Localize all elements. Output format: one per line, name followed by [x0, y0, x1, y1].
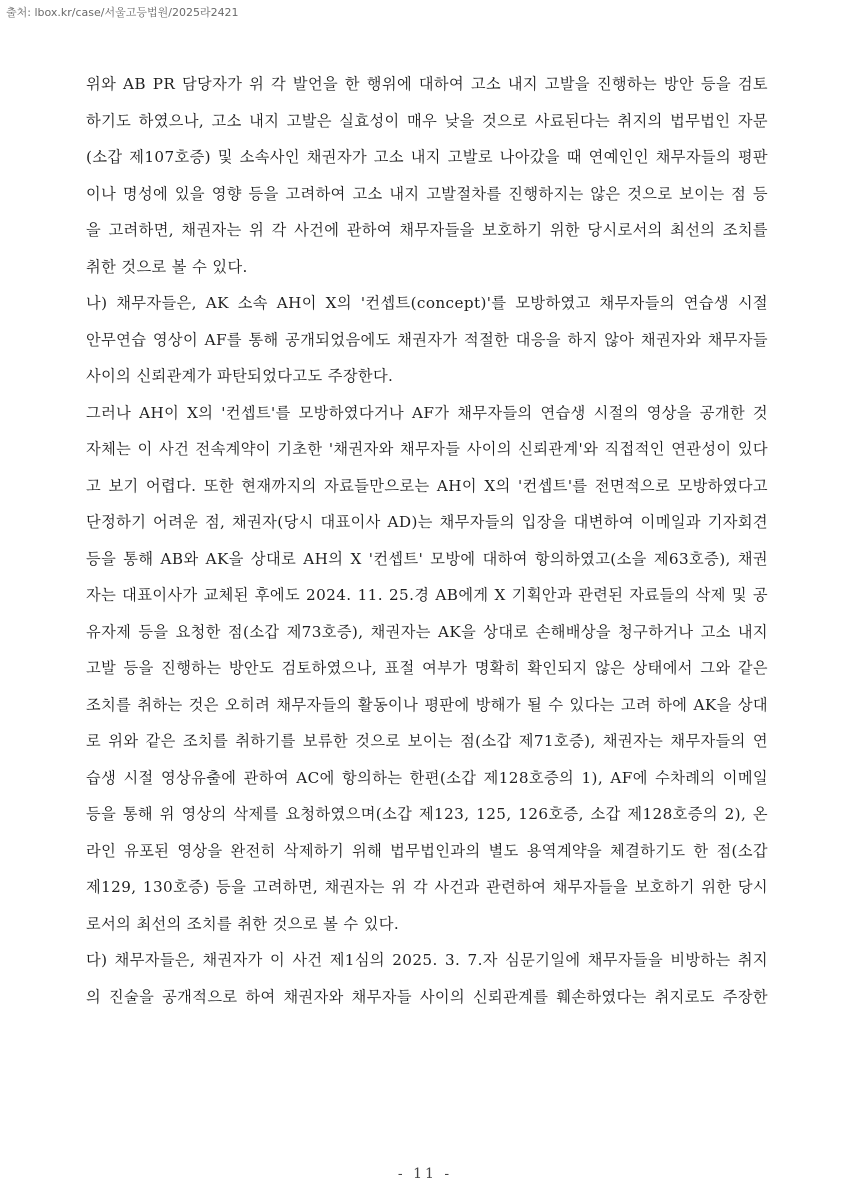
text-line: 을 고려하면, 채권자는 위 각 사건에 관하여 채무자들을 보호하기 위한 당시로서의 최선의 조치를 — [86, 221, 768, 239]
text-line: 취한 것으로 볼 수 있다. — [86, 257, 248, 276]
text-line: 단정하기 어려운 점, 채권자(당시 대표이사 AD)는 채무자들의 입장을 대변하여 이메일과 기자회견 — [86, 513, 768, 531]
text-line: 다) 채무자들은, 채권자가 이 사건 제1심의 2025. 3. 7.자 심문기일에 채무자들을 비방하는 취지 — [86, 951, 768, 969]
source-watermark: 출처: lbox.kr/case/서울고등법원/2025라2421 — [6, 6, 239, 19]
text-line: 등을 통해 AB와 AK을 상대로 AH의 X '컨셉트' 모방에 대하여 항의하였고(소을 제63호증), 채권 — [86, 549, 768, 568]
text-line: 사이의 신뢰관계가 파탄되었다고도 주장한다. — [86, 367, 394, 385]
text-line: 자체는 이 사건 전속계약이 기초한 '채권자와 채무자들 사이의 신뢰관계'와 직접적인 연관성이 있다 — [86, 440, 768, 458]
text-line: 습생 시절 영상유출에 관하여 AC에 항의하는 한편(소갑 제128호증의 1), AF에 수차례의 이메일 — [86, 768, 768, 787]
text-line: 하기도 하였으나, 고소 내지 고발은 실효성이 매우 낮을 것으로 사료된다는 취지의 법무법인 자문 — [86, 111, 768, 130]
text-line: 고발 등을 진행하는 방안도 검토하였으나, 표절 여부가 명확히 확인되지 않은 상태에서 그와 같은 — [86, 659, 768, 677]
text-line: (소갑 제107호증) 및 소속사인 채권자가 고소 내지 고발로 나아갔을 때 연예인인 채무자들의 평판 — [86, 148, 768, 166]
text-line: 로서의 최선의 조치를 취한 것으로 볼 수 있다. — [86, 914, 400, 933]
text-line: 제129, 130호증) 등을 고려하면, 채권자는 위 각 사건과 관련하여 채무자들을 보호하기 위한 당시 — [86, 878, 768, 896]
text-line: 위와 AB PR 담당자가 위 각 발언을 한 행위에 대하여 고소 내지 고발을 진행하는 방안 등을 검토 — [86, 75, 768, 93]
text-line: 의 진술을 공개적으로 하여 채권자와 채무자들 사이의 신뢰관계를 훼손하였다는 취지로도 주장한 — [86, 987, 768, 1006]
text-line: 고 보기 어렵다. 또한 현재까지의 자료들만으로는 AH이 X의 '컨셉트'를 전면적으로 모방하였다고 — [86, 476, 768, 495]
text-line: 등을 통해 위 영상의 삭제를 요청하였으며(소갑 제123, 125, 126호증, 소갑 제128호증의 2), 온 — [86, 805, 768, 823]
text-line: 안무연습 영상이 AF를 통해 공개되었음에도 채권자가 적절한 대응을 하지 않아 채권자와 채무자들 — [86, 330, 768, 349]
page-number: - 11 - — [397, 1166, 453, 1182]
text-line: 로 위와 같은 조치를 취하기를 보류한 것으로 보이는 점(소갑 제71호증), 채권자는 채무자들의 연 — [86, 732, 768, 750]
text-line: 조치를 취하는 것은 오히려 채무자들의 활동이나 평판에 방해가 될 수 있다는 고려 하에 AK을 상대 — [86, 695, 768, 714]
document-body — [86, 66, 768, 1015]
text-line: 자는 대표이사가 교체된 후에도 2024. 11. 25.경 AB에게 X 기획안과 관련된 자료들의 삭제 및 공 — [86, 586, 768, 604]
text-line: 유자제 등을 요청한 점(소갑 제73호증), 채권자는 AK을 상대로 손해배상을 청구하거나 고소 내지 — [86, 622, 768, 641]
text-line: 라인 유포된 영상을 완전히 삭제하기 위해 법무법인과의 별도 용역계약을 체결하기도 한 점(소갑 — [86, 841, 768, 860]
text-line: 이나 명성에 있을 영향 등을 고려하여 고소 내지 고발절차를 진행하지는 않은 것으로 보이는 점 등 — [86, 184, 768, 203]
text-line: 나) 채무자들은, AK 소속 AH이 X의 '컨셉트(concept)'를 모방하였고 채무자들의 연습생 시절 — [86, 294, 768, 312]
text-line: 그러나 AH이 X의 '컨셉트'를 모방하였다거나 AF가 채무자들의 연습생 시절의 영상을 공개한 것 — [86, 403, 768, 422]
